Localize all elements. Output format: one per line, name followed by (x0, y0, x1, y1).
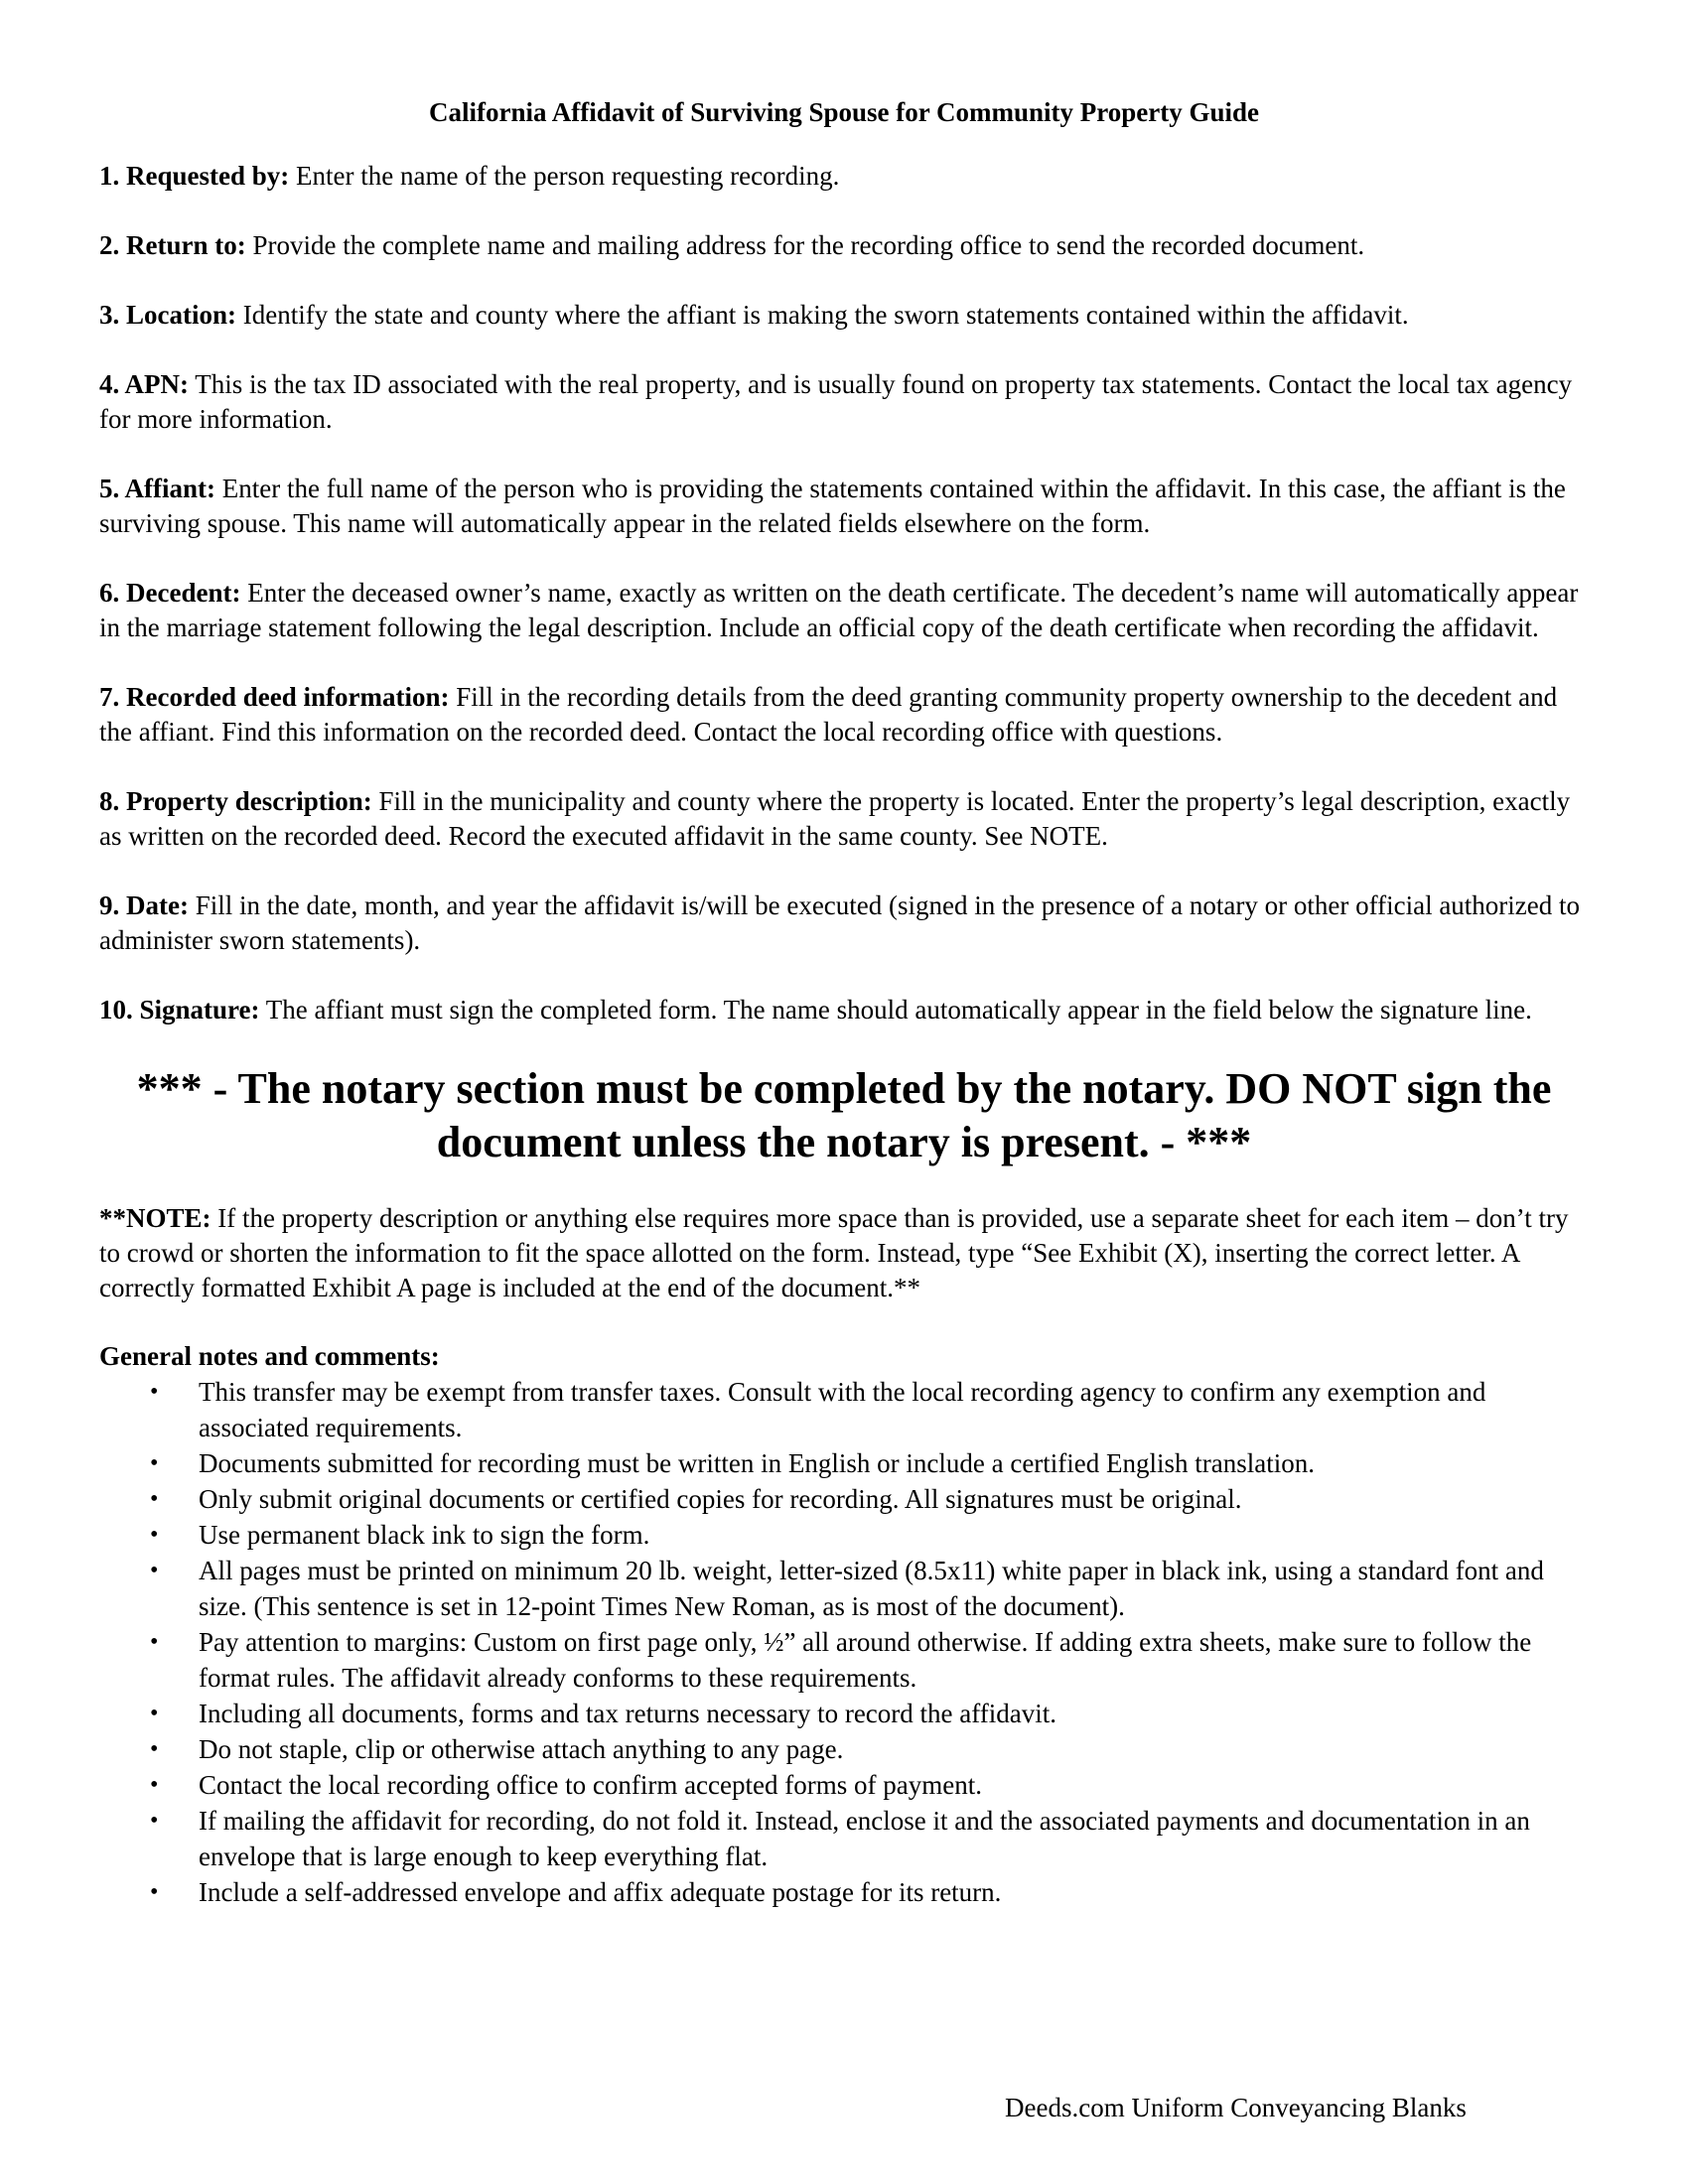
instruction-item (99, 472, 1589, 541)
list-item-text: This transfer may be exempt from transfer taxes. Consult with the local recording agency to confirm any exemption and associated requirements. (199, 1377, 1486, 1442)
instruction-label: 9. Date: (99, 890, 189, 920)
list-item-text: Including all documents, forms and tax returns necessary to record the affidavit. (199, 1699, 1056, 1728)
bullet-icon: • (150, 1879, 159, 1905)
instruction-item (99, 228, 1589, 263)
instruction-label: 3. Location: (99, 300, 236, 330)
instruction-text: Enter the deceased owner’s name, exactly as written on the death certificate. The decedent’s name will automatically appear in the marriage statement following the legal description. Include an official copy of the death certificate when recording the affidavit. (99, 578, 1579, 642)
instruction-label: 6. Decedent: (99, 578, 241, 608)
document-page (99, 95, 1589, 1910)
instruction-label: 5. Affiant: (99, 474, 215, 503)
bullet-icon: • (150, 1522, 159, 1548)
list-item (99, 1767, 1589, 1803)
instruction-item (99, 993, 1589, 1027)
instruction-text: Identify the state and county where the affiant is making the sworn statements contained within the affidavit. (236, 300, 1409, 330)
instruction-label: 10. Signature: (99, 995, 260, 1024)
instruction-item (99, 298, 1589, 333)
instruction-label: 7. Recorded deed information: (99, 682, 450, 712)
list-item-text: Use permanent black ink to sign the form. (199, 1520, 650, 1550)
instruction-label: 1. Requested by: (99, 161, 290, 191)
bullet-icon: • (150, 1486, 159, 1512)
instruction-item (99, 680, 1589, 750)
list-item (99, 1624, 1589, 1696)
bullet-icon: • (150, 1450, 159, 1476)
list-item (99, 1481, 1589, 1517)
list-item (99, 1517, 1589, 1553)
list-item-text: Pay attention to margins: Custom on first page only, ½” all around otherwise. If adding extra sheets, make sure to follow the format rules. The affidavit already conforms to these requirements. (199, 1627, 1532, 1693)
list-item-text: Include a self-addressed envelope and affix adequate postage for its return. (199, 1877, 1002, 1907)
bullet-icon: • (150, 1701, 159, 1726)
instruction-label: 4. APN: (99, 369, 189, 399)
bullet-icon: • (150, 1736, 159, 1762)
instruction-text: Provide the complete name and mailing address for the recording office to send the recorded document. (245, 230, 1365, 260)
bullet-icon: • (150, 1558, 159, 1583)
general-notes-list (99, 1374, 1589, 1910)
document-title: California Affidavit of Surviving Spouse for Community Property Guide (428, 97, 1260, 127)
note-label: **NOTE: (99, 1203, 211, 1233)
list-item-text: Contact the local recording office to confirm accepted forms of payment. (199, 1770, 982, 1800)
list-item (99, 1445, 1589, 1481)
list-item (99, 1803, 1589, 1874)
list-item-text: Documents submitted for recording must be written in English or include a certified English translation. (199, 1448, 1315, 1478)
list-item (99, 1374, 1589, 1445)
instruction-item (99, 576, 1589, 645)
bullet-icon: • (150, 1808, 159, 1834)
instruction-text: Fill in the recording details from the deed granting community property ownership to the decedent and the affiant. Find this information on the recorded deed. Contact the local recording office with questions. (99, 682, 1558, 747)
list-item (99, 1731, 1589, 1767)
exhibit-note (99, 1201, 1589, 1305)
instruction-text: Fill in the municipality and county where the property is located. Enter the property’s legal description, exactly as written on the recorded deed. Record the executed affidavit in the same county. See NOTE. (99, 786, 1571, 851)
instruction-item (99, 367, 1589, 437)
instruction-label: 2. Return to: (99, 230, 246, 260)
instruction-text: Fill in the date, month, and year the affidavit is/will be executed (signed in the presence of a notary or other official authorized to administer sworn statements). (99, 890, 1581, 955)
list-item-text: Only submit original documents or certified copies for recording. All signatures must be original. (199, 1484, 1242, 1514)
footer-brand: Deeds.com Uniform Conveyancing Blanks (1005, 2093, 1467, 2122)
list-item (99, 1553, 1589, 1624)
list-item-text: All pages must be printed on minimum 20 lb. weight, letter-sized (8.5x11) white paper in black ink, using a standard font and size. (This sentence is set in 12-point Times New Roman, as is most of the document). (199, 1556, 1544, 1621)
list-item-text: Do not staple, clip or otherwise attach anything to any page. (199, 1734, 844, 1764)
instruction-text: Enter the name of the person requesting recording. (289, 161, 840, 191)
instruction-item (99, 784, 1589, 854)
instruction-text: Enter the full name of the person who is providing the statements contained within the affidavit. In this case, the affiant is the surviving spouse. This name will automatically appear in the related fields elsewhere on the form. (99, 474, 1566, 538)
instruction-text: This is the tax ID associated with the real property, and is usually found on property tax statements. Contact the local tax agency for more information. (99, 369, 1573, 434)
instruction-item (99, 159, 1589, 194)
instruction-label: 8. Property description: (99, 786, 372, 816)
notary-warning: *** - The notary section must be completed by the notary. DO NOT sign the document unless the notary is present. - *** (136, 1064, 1552, 1166)
list-item-text: If mailing the affidavit for recording, do not fold it. Instead, enclose it and the associated payments and documentation in an envelope that is large enough to keep everything flat. (199, 1806, 1530, 1871)
general-notes-heading: General notes and comments: (99, 1341, 440, 1371)
list-item (99, 1696, 1589, 1731)
note-text: If the property description or anything else requires more space than is provided, use a separate sheet for each item – don’t try to crowd or shorten the information to fit the space allotted on the form. Instead, type “See Exhibit (X), inserting the correct letter. A correctly formatted Exhibit A page is included at the end of the document.** (99, 1203, 1569, 1302)
bullet-icon: • (150, 1379, 159, 1405)
instruction-item (99, 888, 1589, 958)
bullet-icon: • (150, 1772, 159, 1798)
list-item (99, 1874, 1589, 1910)
bullet-icon: • (150, 1629, 159, 1655)
instruction-text: The affiant must sign the completed form. The name should automatically appear in the field below the signature line. (259, 995, 1532, 1024)
